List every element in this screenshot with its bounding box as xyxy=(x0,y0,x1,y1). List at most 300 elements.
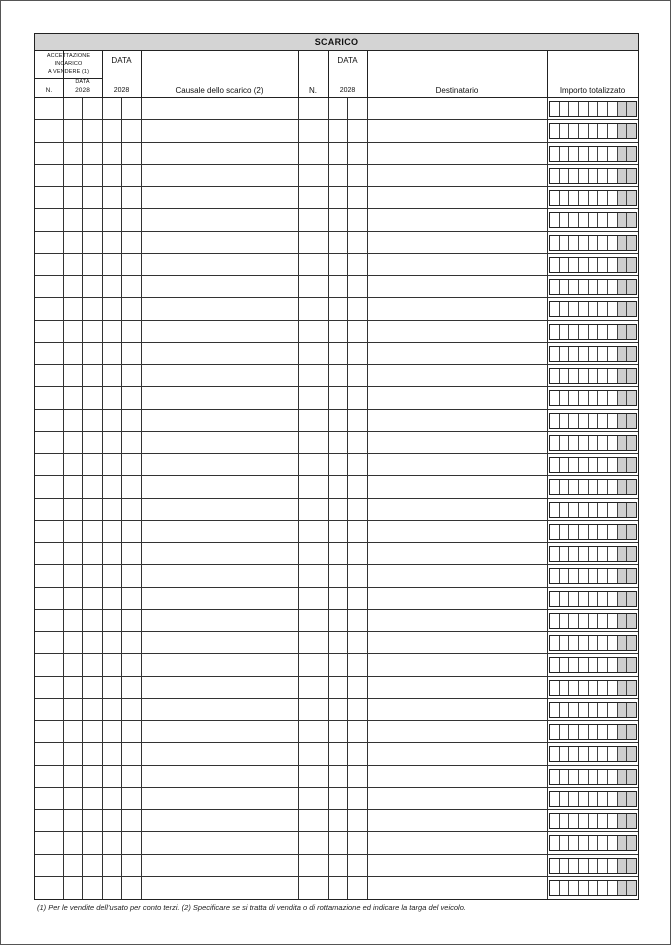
amount-cents-digit xyxy=(618,480,628,494)
table-row xyxy=(35,499,638,521)
cell-n xyxy=(35,187,64,208)
amount-digit xyxy=(569,592,579,606)
amount-digit xyxy=(589,747,599,761)
cell-n-doc xyxy=(299,98,329,119)
cell-causale xyxy=(142,476,299,497)
amount-cents-digit xyxy=(618,391,628,405)
amount-digit xyxy=(608,503,618,517)
amount-digit xyxy=(560,525,570,539)
amount-digit xyxy=(550,614,560,628)
cell-data-month xyxy=(122,610,142,631)
table-row xyxy=(35,743,638,765)
amount-digit xyxy=(579,814,589,828)
cell-date-day xyxy=(64,387,83,408)
cell-data-day xyxy=(103,677,122,698)
amount-cents-digit xyxy=(618,859,628,873)
amount-digit-box xyxy=(549,524,637,540)
amount-digit xyxy=(608,836,618,850)
cell-date-month xyxy=(83,143,103,164)
amount-digit xyxy=(550,836,560,850)
amount-digit xyxy=(569,436,579,450)
amount-digit xyxy=(589,480,599,494)
amount-cents-digit xyxy=(618,747,628,761)
cell-data-month xyxy=(122,432,142,453)
amount-cents-digit xyxy=(627,814,636,828)
amount-digit-box xyxy=(549,324,637,340)
cell-n xyxy=(35,699,64,720)
cell-date-month xyxy=(83,365,103,386)
amount-cents-digit xyxy=(618,814,628,828)
amount-cents-digit xyxy=(627,725,636,739)
cell-doc-day xyxy=(329,254,348,275)
amount-digit xyxy=(550,658,560,672)
table-row xyxy=(35,543,638,565)
cell-date-day xyxy=(64,321,83,342)
cell-destinatario xyxy=(368,766,548,787)
cell-data-month xyxy=(122,677,142,698)
amount-digit xyxy=(589,592,599,606)
cell-doc-month xyxy=(348,321,368,342)
cell-causale xyxy=(142,721,299,742)
cell-causale xyxy=(142,298,299,319)
header-data-small: DATA xyxy=(75,79,90,85)
cell-n-doc xyxy=(299,855,329,876)
cell-date-month xyxy=(83,165,103,186)
amount-digit xyxy=(560,614,570,628)
amount-digit xyxy=(608,147,618,161)
amount-digit-box xyxy=(549,702,637,718)
cell-date-day xyxy=(64,632,83,653)
amount-cents-digit xyxy=(618,414,628,428)
form-title: SCARICO xyxy=(35,34,638,51)
cell-destinatario xyxy=(368,565,548,586)
cell-doc-day xyxy=(329,120,348,141)
amount-digit xyxy=(608,881,618,895)
amount-digit-box xyxy=(549,613,637,629)
cell-doc-month xyxy=(348,454,368,475)
amount-digit xyxy=(579,191,589,205)
cell-data-day xyxy=(103,165,122,186)
amount-digit xyxy=(589,169,599,183)
cell-date-day xyxy=(64,343,83,364)
amount-digit xyxy=(550,325,560,339)
cell-date-day xyxy=(64,298,83,319)
amount-digit xyxy=(598,836,608,850)
cell-data-month xyxy=(122,343,142,364)
cell-causale xyxy=(142,877,299,899)
table-row xyxy=(35,588,638,610)
amount-digit xyxy=(550,102,560,116)
amount-digit xyxy=(598,458,608,472)
amount-digit xyxy=(589,436,599,450)
amount-digit-box xyxy=(549,813,637,829)
cell-doc-month xyxy=(348,209,368,230)
cell-n-doc xyxy=(299,654,329,675)
footnote: (1) Per le vendite dell’usato per conto terzi. (2) Specificare se si tratta di vendita o di rottamazione ed indicare la targa del veicolo. xyxy=(37,903,466,912)
amount-digit-box xyxy=(549,279,637,295)
amount-cents-digit xyxy=(627,213,636,227)
cell-causale xyxy=(142,187,299,208)
cell-data-month xyxy=(122,810,142,831)
cell-destinatario xyxy=(368,410,548,431)
amount-digit xyxy=(608,747,618,761)
cell-n xyxy=(35,721,64,742)
amount-digit xyxy=(589,414,599,428)
amount-digit xyxy=(589,636,599,650)
amount-cents-digit xyxy=(627,325,636,339)
cell-causale xyxy=(142,810,299,831)
amount-digit xyxy=(589,770,599,784)
amount-cents-digit xyxy=(618,836,628,850)
cell-causale xyxy=(142,276,299,297)
cell-date-day xyxy=(64,432,83,453)
amount-digit xyxy=(550,347,560,361)
amount-digit xyxy=(569,236,579,250)
amount-cents-digit xyxy=(627,391,636,405)
cell-n xyxy=(35,432,64,453)
cell-data-day xyxy=(103,98,122,119)
table-row xyxy=(35,343,638,365)
amount-digit xyxy=(569,636,579,650)
amount-digit xyxy=(560,347,570,361)
amount-digit xyxy=(598,592,608,606)
cell-n-doc xyxy=(299,365,329,386)
cell-date-month xyxy=(83,454,103,475)
table-row xyxy=(35,120,638,142)
cell-n xyxy=(35,677,64,698)
amount-cents-digit xyxy=(627,525,636,539)
amount-digit xyxy=(569,102,579,116)
amount-digit xyxy=(569,658,579,672)
cell-causale xyxy=(142,588,299,609)
amount-digit xyxy=(560,792,570,806)
amount-digit xyxy=(598,102,608,116)
table-row xyxy=(35,632,638,654)
amount-cents-digit xyxy=(618,191,628,205)
amount-cents-digit xyxy=(618,102,628,116)
cell-data-month xyxy=(122,365,142,386)
amount-digit-box xyxy=(549,591,637,607)
amount-digit xyxy=(608,280,618,294)
cell-n xyxy=(35,877,64,899)
amount-digit xyxy=(560,569,570,583)
amount-digit xyxy=(579,124,589,138)
cell-n-doc xyxy=(299,810,329,831)
cell-date-day xyxy=(64,232,83,253)
amount-cents-digit xyxy=(627,480,636,494)
cell-doc-month xyxy=(348,877,368,899)
amount-cents-digit xyxy=(618,658,628,672)
amount-digit xyxy=(569,480,579,494)
cell-n xyxy=(35,365,64,386)
amount-digit xyxy=(560,747,570,761)
amount-digit xyxy=(589,302,599,316)
amount-digit-box xyxy=(549,791,637,807)
cell-causale xyxy=(142,410,299,431)
header-year-2: 2028 xyxy=(339,87,356,94)
cell-data-day xyxy=(103,610,122,631)
cell-doc-day xyxy=(329,832,348,853)
cell-causale xyxy=(142,454,299,475)
amount-digit xyxy=(589,525,599,539)
cell-causale xyxy=(142,98,299,119)
amount-digit-box xyxy=(549,858,637,874)
cell-date-month xyxy=(83,120,103,141)
amount-digit xyxy=(569,369,579,383)
amount-cents-digit xyxy=(618,592,628,606)
cell-destinatario xyxy=(368,476,548,497)
amount-cents-digit xyxy=(627,592,636,606)
cell-data-month xyxy=(122,254,142,275)
table-row xyxy=(35,877,638,899)
cell-n-doc xyxy=(299,788,329,809)
cell-doc-month xyxy=(348,654,368,675)
cell-destinatario xyxy=(368,120,548,141)
cell-destinatario xyxy=(368,254,548,275)
cell-destinatario xyxy=(368,543,548,564)
scarico-register-form xyxy=(34,33,639,900)
amount-digit-box xyxy=(549,390,637,406)
amount-digit xyxy=(598,169,608,183)
cell-doc-month xyxy=(348,298,368,319)
table-row xyxy=(35,766,638,788)
cell-n-doc xyxy=(299,454,329,475)
amount-digit xyxy=(569,147,579,161)
amount-cents-digit xyxy=(618,236,628,250)
table-row xyxy=(35,187,638,209)
table-row xyxy=(35,654,638,676)
cell-n xyxy=(35,476,64,497)
cell-data-day xyxy=(103,365,122,386)
amount-digit-box xyxy=(549,680,637,696)
amount-cents-digit xyxy=(627,836,636,850)
amount-digit xyxy=(579,503,589,517)
cell-n xyxy=(35,298,64,319)
amount-digit xyxy=(608,569,618,583)
amount-digit xyxy=(608,391,618,405)
header-accettazione-2: INCARICO xyxy=(54,61,83,67)
cell-doc-month xyxy=(348,254,368,275)
amount-digit xyxy=(608,859,618,873)
table-row xyxy=(35,321,638,343)
amount-digit xyxy=(550,814,560,828)
amount-digit xyxy=(598,503,608,517)
cell-date-month xyxy=(83,855,103,876)
amount-digit xyxy=(550,391,560,405)
amount-digit xyxy=(598,325,608,339)
amount-digit xyxy=(560,681,570,695)
cell-doc-month xyxy=(348,365,368,386)
cell-destinatario xyxy=(368,187,548,208)
amount-digit xyxy=(589,881,599,895)
cell-date-day xyxy=(64,565,83,586)
cell-date-month xyxy=(83,410,103,431)
cell-date-month xyxy=(83,565,103,586)
cell-n-doc xyxy=(299,232,329,253)
cell-n xyxy=(35,521,64,542)
cell-n-doc xyxy=(299,743,329,764)
amount-cents-digit xyxy=(627,347,636,361)
cell-data-month xyxy=(122,565,142,586)
amount-digit xyxy=(569,814,579,828)
amount-cents-digit xyxy=(627,280,636,294)
amount-digit xyxy=(608,191,618,205)
amount-digit xyxy=(560,369,570,383)
amount-digit xyxy=(550,147,560,161)
amount-digit xyxy=(589,236,599,250)
amount-digit xyxy=(598,792,608,806)
cell-data-day xyxy=(103,410,122,431)
amount-digit xyxy=(579,436,589,450)
amount-digit xyxy=(579,458,589,472)
amount-digit-box xyxy=(549,657,637,673)
amount-digit xyxy=(608,369,618,383)
cell-data-month xyxy=(122,454,142,475)
amount-digit xyxy=(550,569,560,583)
amount-digit xyxy=(598,747,608,761)
amount-cents-digit xyxy=(627,547,636,561)
amount-cents-digit xyxy=(627,503,636,517)
amount-digit xyxy=(569,325,579,339)
amount-digit xyxy=(598,881,608,895)
cell-doc-day xyxy=(329,855,348,876)
amount-digit xyxy=(550,859,560,873)
cell-date-month xyxy=(83,543,103,564)
amount-digit xyxy=(608,102,618,116)
cell-date-month xyxy=(83,788,103,809)
amount-cents-digit xyxy=(627,658,636,672)
cell-date-month xyxy=(83,209,103,230)
table-row xyxy=(35,165,638,187)
amount-digit xyxy=(598,436,608,450)
amount-digit xyxy=(569,681,579,695)
cell-n-doc xyxy=(299,298,329,319)
cell-date-month xyxy=(83,677,103,698)
cell-n-doc xyxy=(299,187,329,208)
table-row xyxy=(35,721,638,743)
amount-digit xyxy=(598,391,608,405)
amount-digit xyxy=(589,147,599,161)
amount-digit xyxy=(550,503,560,517)
cell-doc-month xyxy=(348,632,368,653)
cell-data-day xyxy=(103,632,122,653)
cell-data-month xyxy=(122,654,142,675)
cell-doc-day xyxy=(329,432,348,453)
amount-digit xyxy=(560,458,570,472)
cell-destinatario xyxy=(368,832,548,853)
amount-digit xyxy=(589,191,599,205)
cell-doc-day xyxy=(329,209,348,230)
cell-date-month xyxy=(83,877,103,899)
amount-digit xyxy=(589,703,599,717)
amount-cents-digit xyxy=(618,147,628,161)
cell-date-month xyxy=(83,432,103,453)
amount-digit xyxy=(608,525,618,539)
amount-cents-digit xyxy=(618,169,628,183)
cell-data-day xyxy=(103,699,122,720)
amount-digit xyxy=(589,725,599,739)
cell-data-month xyxy=(122,699,142,720)
amount-digit-box xyxy=(549,746,637,762)
amount-digit xyxy=(560,302,570,316)
amount-digit xyxy=(569,569,579,583)
amount-digit xyxy=(579,236,589,250)
cell-doc-month xyxy=(348,143,368,164)
amount-digit-box xyxy=(549,435,637,451)
cell-date-month xyxy=(83,298,103,319)
amount-digit xyxy=(569,836,579,850)
amount-cents-digit xyxy=(627,124,636,138)
amount-cents-digit xyxy=(618,503,628,517)
amount-digit xyxy=(608,124,618,138)
table-row xyxy=(35,565,638,587)
amount-digit xyxy=(608,414,618,428)
cell-doc-day xyxy=(329,521,348,542)
amount-digit-box xyxy=(549,123,637,139)
cell-causale xyxy=(142,321,299,342)
cell-n-doc xyxy=(299,610,329,631)
amount-digit xyxy=(579,569,589,583)
cell-n xyxy=(35,810,64,831)
amount-digit xyxy=(598,369,608,383)
header-importo: Importo totalizzato xyxy=(559,86,626,95)
amount-digit xyxy=(550,213,560,227)
amount-digit xyxy=(569,525,579,539)
amount-cents-digit xyxy=(627,414,636,428)
cell-data-month xyxy=(122,187,142,208)
amount-digit xyxy=(579,414,589,428)
amount-digit-box xyxy=(549,457,637,473)
amount-digit xyxy=(560,636,570,650)
amount-digit xyxy=(598,569,608,583)
amount-digit xyxy=(550,703,560,717)
cell-data-month xyxy=(122,98,142,119)
cell-data-month xyxy=(122,232,142,253)
cell-doc-day xyxy=(329,387,348,408)
amount-cents-digit xyxy=(627,458,636,472)
amount-digit xyxy=(560,592,570,606)
amount-cents-digit xyxy=(627,302,636,316)
amount-digit xyxy=(569,747,579,761)
amount-digit-box xyxy=(549,346,637,362)
table-row xyxy=(35,276,638,298)
amount-cents-digit xyxy=(618,325,628,339)
cell-data-day xyxy=(103,321,122,342)
cell-destinatario xyxy=(368,788,548,809)
cell-date-day xyxy=(64,276,83,297)
cell-destinatario xyxy=(368,232,548,253)
amount-digit-box xyxy=(549,368,637,384)
amount-digit xyxy=(560,147,570,161)
cell-destinatario xyxy=(368,387,548,408)
cell-n-doc xyxy=(299,565,329,586)
cell-causale xyxy=(142,343,299,364)
cell-causale xyxy=(142,543,299,564)
header-accettazione-1: ACCETTAZIONE xyxy=(46,53,91,59)
amount-digit xyxy=(608,814,618,828)
amount-digit-box xyxy=(549,724,637,740)
amount-digit xyxy=(569,770,579,784)
cell-n xyxy=(35,254,64,275)
amount-digit xyxy=(560,770,570,784)
amount-cents-digit xyxy=(627,881,636,895)
cell-date-month xyxy=(83,387,103,408)
cell-date-day xyxy=(64,877,83,899)
amount-digit xyxy=(579,881,589,895)
cell-destinatario xyxy=(368,321,548,342)
amount-digit xyxy=(608,681,618,695)
amount-cents-digit xyxy=(618,458,628,472)
